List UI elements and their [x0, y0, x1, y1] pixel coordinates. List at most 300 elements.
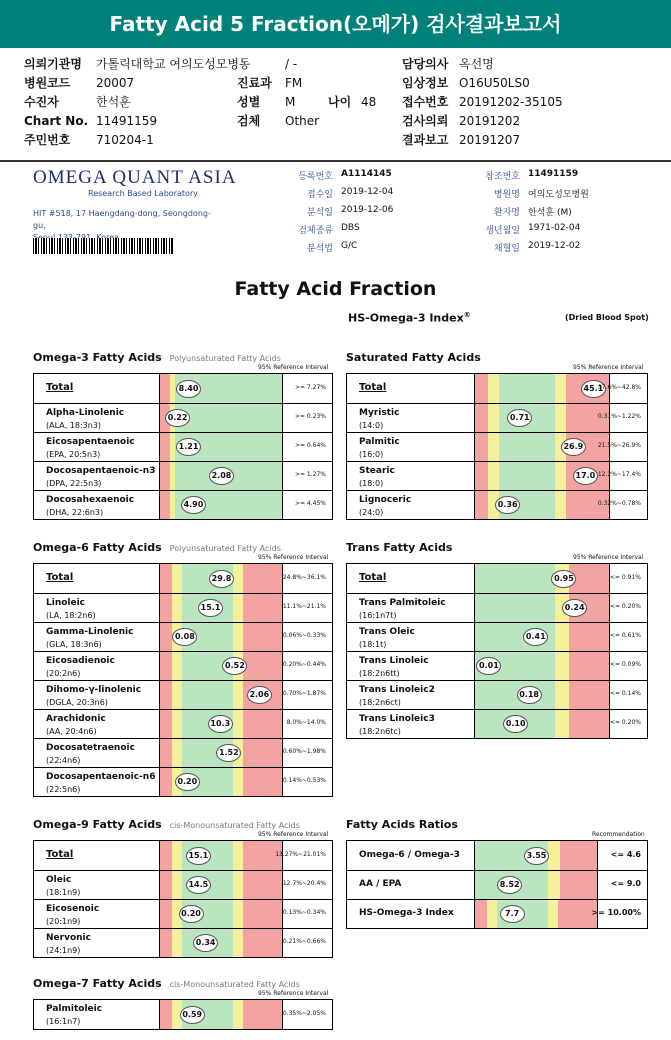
- section-title-text: Saturated Fatty Acids: [346, 351, 481, 364]
- header-field: [24, 131, 154, 150]
- fatty-acid-abbrev: (18:2n6ct): [359, 698, 401, 707]
- result-bar: [159, 739, 283, 767]
- fatty-acid-row: [347, 680, 647, 709]
- reference-interval: 24.8%~36.1%: [282, 573, 326, 581]
- bar-zone-red: [160, 681, 172, 709]
- bar-zone-yellow: [233, 710, 243, 738]
- fatty-acid-row: [34, 767, 332, 796]
- reference-interval-label: 95% Reference Interval: [258, 990, 329, 997]
- section-title-text: Omega-6 Fatty Acids: [33, 541, 162, 554]
- bar-zone-red: [243, 652, 282, 680]
- bar-zone-yellow: [172, 871, 182, 899]
- header-field: [402, 55, 494, 74]
- hs-omega3-index-title: [348, 311, 471, 325]
- result-value-marker: 0.36: [495, 496, 520, 514]
- result-value-marker: 0.59: [180, 1006, 205, 1024]
- bar-zone-red: [160, 841, 172, 870]
- fatty-acid-abbrev: (18:0): [359, 479, 384, 488]
- section-title-omega6: [33, 541, 281, 554]
- bar-zone-red: [475, 900, 487, 928]
- bar-zone-red: [160, 433, 170, 461]
- reference-interval: <= 0.09%: [609, 661, 641, 668]
- report-title: Fatty Acid 5 Fraction(오메가) 검사결과보고서: [0, 0, 671, 48]
- result-value-marker: 26.9: [561, 438, 586, 456]
- header-field-value: 20191207: [459, 133, 521, 147]
- fatty-acid-row: [34, 899, 332, 928]
- bar-zone-yellow: [488, 374, 499, 403]
- age-field: [328, 93, 376, 112]
- bar-zone-green: [475, 564, 555, 593]
- report-info-label: 분석법: [306, 244, 333, 254]
- header-field: [24, 93, 131, 112]
- reference-interval: <= 0.91%: [609, 573, 641, 581]
- bar-zone-red: [160, 710, 172, 738]
- result-bar: [159, 374, 283, 403]
- bar-zone-red: [243, 768, 282, 796]
- bar-zone-yellow: [233, 871, 243, 899]
- result-bar: [159, 768, 283, 796]
- fatty-acid-row: [34, 461, 332, 490]
- fatty-acid-abbrev: (18:1t): [359, 640, 387, 649]
- bar-zone-green: [270, 433, 282, 461]
- header-field: [237, 93, 296, 112]
- ratio-name: Omega-6 / Omega-3: [359, 849, 460, 860]
- bar-zone-green: [499, 374, 555, 403]
- result-bar: [474, 374, 610, 403]
- header-field-value: 11491159: [96, 114, 158, 128]
- fatty-acid-row: [34, 709, 332, 738]
- fatty-acid-name: Palmitic: [359, 437, 400, 447]
- reference-interval: 8.0%~14.0%: [286, 719, 326, 726]
- fatty-acid-abbrev: (EPA, 20:5n3): [46, 450, 101, 459]
- bar-zone-yellow: [488, 462, 499, 490]
- header-divider: [0, 160, 671, 162]
- reference-interval: 0.21%~0.66%: [282, 938, 326, 945]
- reference-interval: 0.35%~2.05%: [282, 1009, 326, 1017]
- bar-zone-yellow: [555, 681, 568, 709]
- fatty-acid-row: [34, 680, 332, 709]
- header-field: [402, 112, 521, 131]
- report-info-value: 여의도성모병원: [528, 190, 589, 200]
- bar-zone-red: [160, 652, 172, 680]
- bar-zone-red: [243, 929, 282, 957]
- fatty-acid-abbrev: (AA, 20:4n6): [46, 727, 97, 736]
- age-value: 48: [361, 95, 377, 109]
- result-bar: [474, 710, 610, 738]
- result-value-marker: 15.1: [198, 599, 223, 617]
- fatty-acid-name: Total: [46, 849, 74, 860]
- report-info-label: 생년월일: [485, 226, 520, 236]
- fatty-acid-table-trans: [346, 563, 648, 739]
- fatty-acid-abbrev: (18:1n9): [46, 888, 81, 897]
- bar-zone-yellow: [233, 841, 243, 870]
- reference-interval: 0.32%~0.78%: [597, 500, 641, 507]
- result-bar: [159, 710, 283, 738]
- fatty-acid-name: Total: [46, 382, 74, 393]
- ratio-recommendation: <= 9.0: [610, 879, 641, 888]
- result-value-marker: 29.8: [209, 570, 234, 588]
- fatty-acid-name: Gamma-Linolenic: [46, 627, 134, 637]
- ratio-bar: [474, 841, 598, 870]
- bar-zone-yellow: [487, 900, 497, 928]
- fatty-acid-row: [347, 490, 647, 519]
- section-title-ratios: Fatty Acids Ratios: [346, 818, 458, 831]
- header-field: [402, 131, 521, 150]
- ratio-value-marker: 8.52: [497, 876, 522, 894]
- fatty-acid-row: [34, 432, 332, 461]
- fatty-acid-row: [34, 403, 332, 432]
- fatty-acid-abbrev: (22:4n6): [46, 756, 81, 765]
- result-value-marker: 0.20: [175, 773, 200, 791]
- fatty-acid-table-omega6: [33, 563, 333, 797]
- section-title-text: Trans Fatty Acids: [346, 541, 453, 554]
- report-info-label: 병원명: [493, 190, 520, 200]
- reference-interval: 11.1%~21.1%: [282, 603, 326, 610]
- report-info-value: 한석훈 (M): [528, 208, 572, 218]
- bar-zone-red: [243, 1000, 282, 1029]
- ratio-recommendation: >= 10.00%: [591, 908, 641, 917]
- bar-zone-red: [160, 1000, 172, 1029]
- fatty-acid-row: [34, 928, 332, 957]
- fatty-acid-name: Docosapentaenoic-n6: [46, 772, 156, 782]
- fatty-acid-name: Palmitoleic: [46, 1004, 103, 1014]
- header-field-label: 병원코드: [24, 76, 71, 90]
- fatty-acid-row: [347, 651, 647, 680]
- bar-zone-yellow: [172, 594, 182, 622]
- bar-zone-yellow: [172, 710, 182, 738]
- header-field: [24, 74, 135, 93]
- fatty-acid-row: [34, 374, 332, 403]
- reference-interval: 0.60%~1.98%: [282, 748, 326, 755]
- fatty-acid-abbrev: (DHA, 22:6n3): [46, 508, 104, 517]
- bar-zone-red: [475, 491, 488, 519]
- section-subtitle: cis-Monounsaturated Fatty Acids: [169, 821, 300, 830]
- header-field: [402, 74, 530, 93]
- result-value-marker: 0.71: [507, 409, 532, 427]
- header-field: [24, 55, 251, 74]
- reference-interval: 0.20%~0.44%: [282, 661, 326, 668]
- header-field: [237, 74, 303, 93]
- fatty-acid-row: [34, 490, 332, 519]
- fatty-acid-name: Dihomo-γ-linolenic: [46, 685, 142, 695]
- fatty-acid-name: Total: [359, 382, 387, 393]
- header-field-label: 의뢰기관명: [24, 57, 82, 71]
- fatty-acid-row: [347, 403, 647, 432]
- header-field-label: 수진자: [24, 95, 59, 109]
- header-field-label: 주민번호: [24, 133, 71, 147]
- bar-zone-yellow: [172, 652, 182, 680]
- ratio-row: [347, 841, 647, 870]
- bar-zone-red: [560, 841, 597, 870]
- bar-zone-red: [560, 871, 597, 899]
- result-value-marker: 0.22: [165, 409, 190, 427]
- bar-zone-green: [475, 681, 555, 709]
- result-bar: [159, 433, 283, 461]
- address-line-1: HIT #518, 17 Haengdang-dong, Seongdong-gu,: [33, 209, 211, 230]
- ratio-value-marker: 7.7: [500, 905, 525, 923]
- reference-interval: 13.27%~21.01%: [275, 850, 326, 858]
- result-bar: [474, 491, 610, 519]
- fatty-acid-ratios-table: [346, 840, 648, 929]
- bar-zone-yellow: [172, 564, 182, 593]
- report-info-value: 2019-12-06: [341, 205, 394, 215]
- report-info-value: DBS: [341, 223, 360, 233]
- fatty-acid-name: Trans Oleic: [359, 627, 415, 637]
- fatty-acid-abbrev: (ALA, 18:3n3): [46, 421, 102, 430]
- reference-interval: 12.2%~17.4%: [597, 471, 641, 478]
- bar-zone-red: [243, 710, 282, 738]
- ratio-name: HS-Omega-3 Index: [359, 908, 454, 918]
- fatty-acid-name: Eicosenoic: [46, 904, 100, 914]
- result-value-marker: 1.52: [216, 744, 241, 762]
- fatty-acid-abbrev: (LA, 18:2n6): [46, 611, 96, 620]
- bar-zone-green: [270, 462, 282, 490]
- bar-zone-red: [160, 374, 170, 403]
- fatty-acid-name: Lignoceric: [359, 495, 412, 505]
- section-title-text: Omega-7 Fatty Acids: [33, 977, 162, 990]
- header-field-value: 가톨릭대학교 여의도성모병동: [96, 57, 251, 71]
- reference-interval: >= 7.27%: [294, 383, 326, 391]
- bar-zone-red: [243, 900, 282, 928]
- result-value-marker: 14.5: [186, 876, 211, 894]
- reference-interval: <= 0.61%: [609, 632, 641, 639]
- report-info-label: 참조번호: [485, 172, 520, 182]
- reference-interval-label: 95% Reference Interval: [573, 554, 644, 561]
- bar-zone-red: [243, 623, 282, 651]
- bar-zone-yellow: [488, 433, 499, 461]
- header-field-label: Chart No.: [24, 114, 89, 128]
- result-bar: [474, 681, 610, 709]
- bar-zone-red: [475, 374, 488, 403]
- reference-interval: >= 0.23%: [294, 413, 326, 420]
- fatty-acid-name: Total: [359, 572, 387, 583]
- reference-interval-label: 95% Reference Interval: [258, 554, 329, 561]
- bar-zone-red: [160, 594, 172, 622]
- section-title-text: Omega-3 Fatty Acids: [33, 351, 162, 364]
- fatty-acid-row: [34, 1000, 332, 1029]
- report-info-value: 11491159: [528, 169, 579, 179]
- header-field-label: 담당의사: [402, 57, 449, 71]
- reference-interval-label: 95% Reference Interval: [573, 364, 644, 371]
- age-label: 나이: [328, 95, 352, 109]
- fatty-acid-name: Eicosadienoic: [46, 656, 115, 666]
- fatty-acid-name: Myristic: [359, 408, 400, 418]
- bar-zone-yellow: [548, 900, 558, 928]
- result-value-marker: 0.34: [193, 934, 218, 952]
- section-subtitle: cis-Monounsaturated Fatty Acids: [169, 980, 300, 989]
- result-bar: [159, 929, 283, 957]
- barcode-image: [33, 238, 173, 254]
- report-info-value: G/C: [341, 241, 358, 251]
- section-title-omega7: [33, 977, 300, 990]
- main-title: Fatty Acid Fraction: [234, 278, 437, 300]
- ratio-name: AA / EPA: [359, 879, 402, 889]
- fatty-acid-abbrev: (DGLA, 20:3n6): [46, 698, 108, 707]
- bar-zone-yellow: [555, 404, 566, 432]
- bar-zone-yellow: [233, 929, 243, 957]
- header-field-value: Other: [285, 114, 320, 128]
- header-field-value: 옥선명: [459, 57, 494, 71]
- fatty-acid-row: [347, 374, 647, 403]
- reference-interval-label: 95% Reference Interval: [258, 831, 329, 838]
- bar-zone-green: [499, 433, 555, 461]
- header-field-value: 20191202-35105: [459, 95, 563, 109]
- fatty-acid-name: Arachidonic: [46, 714, 106, 724]
- result-bar: [474, 462, 610, 490]
- fatty-acid-row: [34, 841, 332, 870]
- bar-zone-red: [243, 871, 282, 899]
- bar-zone-yellow: [233, 623, 243, 651]
- bar-zone-red: [569, 623, 609, 651]
- fatty-acid-row: [34, 593, 332, 622]
- bar-zone-yellow: [233, 681, 243, 709]
- bar-zone-green: [270, 491, 282, 519]
- bar-zone-red: [243, 564, 282, 593]
- hs-title-text: HS-Omega-3 Index: [348, 311, 464, 325]
- bar-zone-yellow: [548, 841, 560, 870]
- fatty-acid-abbrev: (18:2n6tt): [359, 669, 400, 678]
- fatty-acid-row: [34, 622, 332, 651]
- bar-zone-yellow: [233, 564, 243, 593]
- fatty-acid-name: Total: [46, 572, 74, 583]
- bar-zone-yellow: [555, 623, 568, 651]
- bar-zone-red: [243, 739, 282, 767]
- fatty-acid-abbrev: (24:0): [359, 508, 384, 517]
- report-info-value: A1114145: [341, 169, 392, 179]
- result-value-marker: 0.52: [222, 657, 247, 675]
- fatty-acid-abbrev: (DPA, 22:5n3): [46, 479, 102, 488]
- report-info-label: 분석일: [306, 208, 333, 218]
- fatty-acid-table-omega9: [33, 840, 333, 958]
- bar-zone-red: [160, 564, 172, 593]
- fatty-acid-abbrev: (16:0): [359, 450, 384, 459]
- bar-zone-red: [475, 404, 488, 432]
- fatty-acid-abbrev: (22:5n6): [46, 785, 81, 794]
- header-field-value: O16U50LS0: [459, 76, 530, 90]
- fatty-acid-row: [34, 564, 332, 593]
- result-bar: [159, 404, 283, 432]
- report-info-label: 검체종류: [298, 226, 333, 236]
- fatty-acid-row: [347, 622, 647, 651]
- result-value-marker: 0.01: [476, 657, 501, 675]
- section-title-saturated: [346, 351, 481, 364]
- header-field-label: 성별: [237, 95, 261, 109]
- bar-zone-yellow: [555, 462, 566, 490]
- bar-zone-green: [499, 462, 555, 490]
- fatty-acid-abbrev: (20:2n6): [46, 669, 81, 678]
- bar-zone-yellow: [172, 929, 182, 957]
- bar-zone-red: [160, 900, 172, 928]
- bar-zone-red: [160, 929, 172, 957]
- result-bar: [159, 462, 283, 490]
- header-field-label: 진료과: [237, 76, 272, 90]
- result-bar: [159, 900, 283, 928]
- fatty-acid-name: Trans Palmitoleic: [359, 598, 446, 608]
- bar-zone-red: [160, 462, 170, 490]
- fatty-acid-name: Linoleic: [46, 598, 86, 608]
- bar-zone-yellow: [233, 594, 243, 622]
- ratio-bar: [474, 900, 598, 928]
- reference-interval: >= 4.45%: [294, 500, 326, 507]
- result-bar: [159, 623, 283, 651]
- reference-interval: 21.5%~26.9%: [597, 442, 641, 449]
- fatty-acid-table-omega7: [33, 999, 333, 1030]
- result-bar: [159, 681, 283, 709]
- section-title-trans: [346, 541, 452, 554]
- result-bar: [474, 404, 610, 432]
- header-field-label: 검사의뢰: [402, 114, 449, 128]
- bar-zone-yellow: [172, 739, 182, 767]
- section-title-omega3: [33, 351, 281, 364]
- reference-interval: <= 0.20%: [609, 719, 641, 726]
- bar-zone-yellow: [172, 841, 182, 870]
- header-field-value: FM: [285, 76, 303, 90]
- header-field-value: 한석훈: [96, 95, 131, 109]
- reference-interval: 0.70%~1.87%: [282, 690, 326, 697]
- report-info-label: 환자명: [493, 208, 520, 218]
- result-value-marker: 8.40: [176, 380, 201, 398]
- bar-zone-yellow: [555, 491, 566, 519]
- fatty-acid-name: Docosapentaenoic-n3: [46, 466, 156, 476]
- fatty-acid-name: Trans Linoleic2: [359, 685, 435, 695]
- fatty-acid-row: [347, 461, 647, 490]
- result-bar: [159, 564, 283, 593]
- result-value-marker: 17.0: [573, 467, 598, 485]
- reference-interval: 0.13%~0.34%: [282, 909, 326, 916]
- header-field-value: M: [285, 95, 296, 109]
- fatty-acid-abbrev: (16:1n7): [46, 1017, 81, 1026]
- bar-zone-yellow: [555, 652, 568, 680]
- result-value-marker: 0.24: [562, 599, 587, 617]
- result-bar: [159, 871, 283, 899]
- bar-zone-yellow: [555, 710, 568, 738]
- fatty-acid-abbrev: (16:1n7t): [359, 611, 397, 620]
- fatty-acid-row: [34, 738, 332, 767]
- bar-zone-red: [569, 681, 609, 709]
- result-bar: [159, 491, 283, 519]
- section-title-text: Omega-9 Fatty Acids: [33, 818, 162, 831]
- registered-mark: ®: [463, 311, 471, 319]
- header-field-value: / -: [285, 57, 298, 71]
- header-field-label: 결과보고: [402, 133, 449, 147]
- section-title-omega9: [33, 818, 300, 831]
- fatty-acid-table-omega3: [33, 373, 333, 520]
- reference-interval: <= 0.14%: [609, 690, 641, 697]
- bar-zone-yellow: [555, 374, 566, 403]
- header-field: [402, 93, 563, 112]
- fatty-acid-row: [347, 593, 647, 622]
- ratio-bar: [474, 871, 598, 899]
- header-field-value: 20007: [96, 76, 135, 90]
- result-bar: [159, 594, 283, 622]
- result-value-marker: 0.08: [172, 628, 197, 646]
- recommendation-label: Recommendation: [592, 831, 645, 838]
- lab-logo: OMEGA QUANT ASIA: [33, 167, 237, 188]
- bar-zone-red: [243, 594, 282, 622]
- dried-blood-spot-note: (Dried Blood Spot): [565, 313, 649, 322]
- fatty-acid-name: Nervonic: [46, 933, 91, 943]
- result-value-marker: 2.08: [209, 467, 234, 485]
- fatty-acid-row: [34, 651, 332, 680]
- report-info-label: 등록번호: [298, 172, 333, 182]
- fatty-acid-name: Eicosapentaenoic: [46, 437, 135, 447]
- lab-logo-subtitle: Research Based Laboratory: [88, 189, 198, 198]
- bar-zone-yellow: [488, 404, 499, 432]
- section-subtitle: Polyunsaturated Fatty Acids: [169, 354, 281, 363]
- reference-interval-label: 95% Reference Interval: [258, 364, 329, 371]
- section-subtitle: Polyunsaturated Fatty Acids: [169, 544, 281, 553]
- fatty-acid-abbrev: (24:1n9): [46, 946, 81, 955]
